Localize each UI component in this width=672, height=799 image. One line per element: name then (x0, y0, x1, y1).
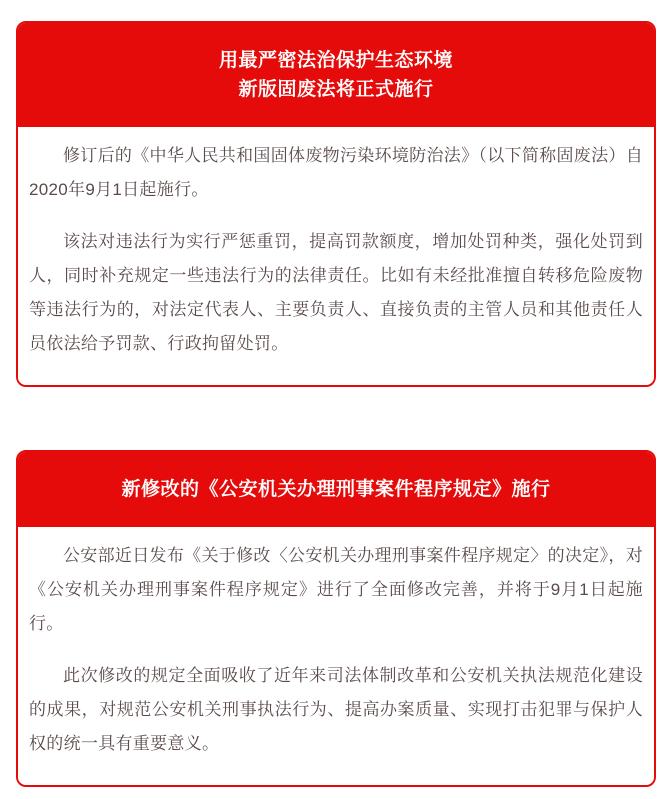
card-title-line-1: 新修改的《公安机关办理刑事案件程序规定》施行 (121, 479, 551, 500)
card-body-solid-waste-law (18, 127, 654, 385)
card-solid-waste-law (16, 21, 656, 387)
paragraph-law-effective-date: 修订后的《中华人民共和国固体废物污染环境防治法》（以下简称固废法）自2020年9月1日起施行。 (29, 146, 643, 199)
card-title-line-2: 新版固废法将正式施行 (238, 79, 434, 100)
card-banner-criminal-procedure (18, 452, 654, 527)
card-criminal-procedure-regulation (16, 450, 656, 787)
paragraph-regulation-revision: 公安部近日发布《关于修改〈公安机关办理刑事案件程序规定〉的决定》，对《公安机关办理刑事案件程序规定》进行了全面修改完善，并将于9月1日起施行。 (29, 546, 643, 633)
paragraph-regulation-significance: 此次修改的规定全面吸收了近年来司法体制改革和公安机关执法规范化建设的成果，对规范公安机关刑事执法行为、提高办案质量、实现打击犯罪与保护人权的统一具有重要意义。 (29, 666, 643, 753)
card-body-criminal-procedure (18, 527, 654, 785)
paragraph-law-penalties: 该法对违法行为实行严惩重罚，提高罚款额度，增加处罚种类，强化处罚到人，同时补充规定一些违法行为的法律责任。比如有未经批准擅自转移危险废物等违法行为的，对法定代表人、主要负责人、直接负责的主管人员和其他责任人员依法给予罚款、行政拘留处罚。 (29, 232, 643, 353)
card-title-line-1: 用最严密法治保护生态环境 (218, 50, 453, 71)
card-banner-solid-waste-law (18, 23, 654, 127)
